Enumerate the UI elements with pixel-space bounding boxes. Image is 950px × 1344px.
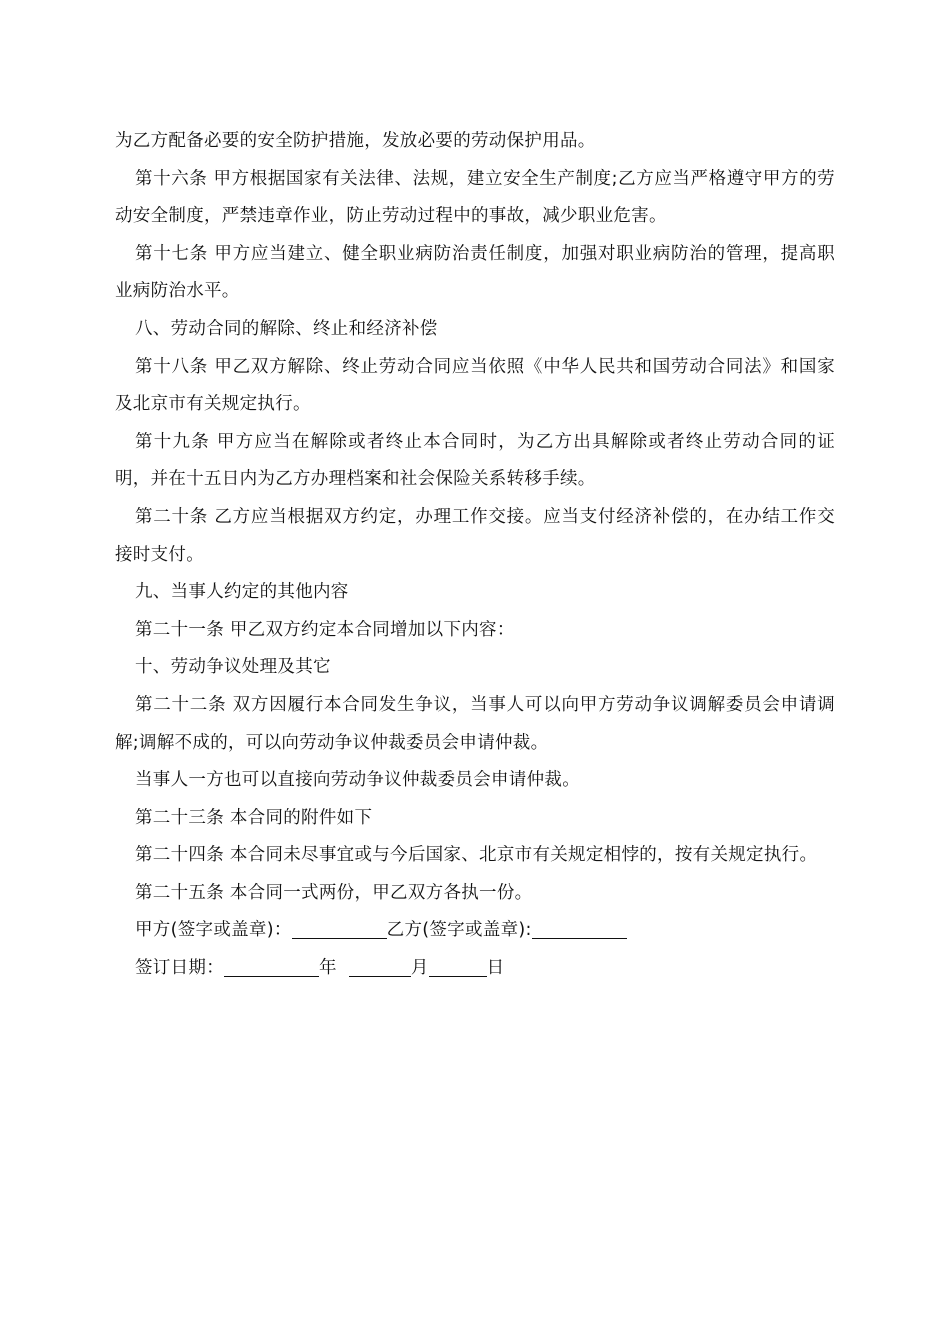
article-22: 第二十二条 双方因履行本合同发生争议，当事人可以向甲方劳动争议调解委员会申请调解;调解不成的，可以向劳动争议仲裁委员会申请仲裁。 <box>115 694 835 753</box>
month-label: 月 <box>410 958 429 979</box>
paragraph-safety-equipment: 为乙方配备必要的安全防护措施，发放必要的劳动保护用品。 <box>115 131 596 151</box>
article-25: 第二十五条 本合同一式两份，甲乙双方各执一份。 <box>135 882 533 903</box>
article-24: 第二十四条 本合同未尽事宜或与今后国家、北京市有关规定相悖的，按有关规定执行。 <box>135 845 818 866</box>
month-blank <box>349 954 411 977</box>
article-21: 第二十一条 甲乙双方约定本合同增加以下内容： <box>135 619 515 640</box>
day-blank <box>429 954 487 977</box>
year-blank <box>224 954 319 977</box>
day-label: 日 <box>486 958 505 979</box>
section-heading-9: 九、当事人约定的其他内容 <box>135 582 349 603</box>
article-23: 第二十三条 本合同的附件如下 <box>135 807 373 828</box>
section-heading-10: 十、劳动争议处理及其它 <box>135 657 331 678</box>
arbitration-note: 当事人一方也可以直接向劳动争议仲裁委员会申请仲裁。 <box>135 770 580 791</box>
date-label: 签订日期： <box>135 958 224 979</box>
article-20: 第二十条 乙方应当根据双方约定，办理工作交接。应当支付经济补偿的，在办结工作交接时支付。 <box>115 506 835 565</box>
section-heading-8: 八、劳动合同的解除、终止和经济补偿 <box>135 318 438 339</box>
article-19: 第十九条 甲方应当在解除或者终止本合同时，为乙方出具解除或者终止劳动合同的证明，并在十五日内为乙方办理档案和社会保险关系转移手续。 <box>115 431 835 490</box>
party-a-signature-blank <box>292 916 387 939</box>
party-b-signature-blank <box>532 916 627 939</box>
article-18: 第十八条 甲乙双方解除、终止劳动合同应当依照《中华人民共和国劳动合同法》和国家及北京市有关规定执行。 <box>115 356 835 415</box>
article-17: 第十七条 甲方应当建立、健全职业病防治责任制度，加强对职业病防治的管理，提高职业病防治水平。 <box>115 243 835 302</box>
party-b-label: 乙方(签字或盖章): <box>386 920 532 941</box>
signing-date-line <box>115 950 835 988</box>
article-16: 第十六条 甲方根据国家有关法律、法规，建立安全生产制度;乙方应当严格遵守甲方的劳动安全制度，严禁违章作业，防止劳动过程中的事故，减少职业危害。 <box>115 168 835 227</box>
party-a-label: 甲方(签字或盖章)： <box>135 920 292 941</box>
signature-line <box>115 912 835 950</box>
contract-body <box>115 123 835 988</box>
year-label: 年 <box>319 958 337 979</box>
